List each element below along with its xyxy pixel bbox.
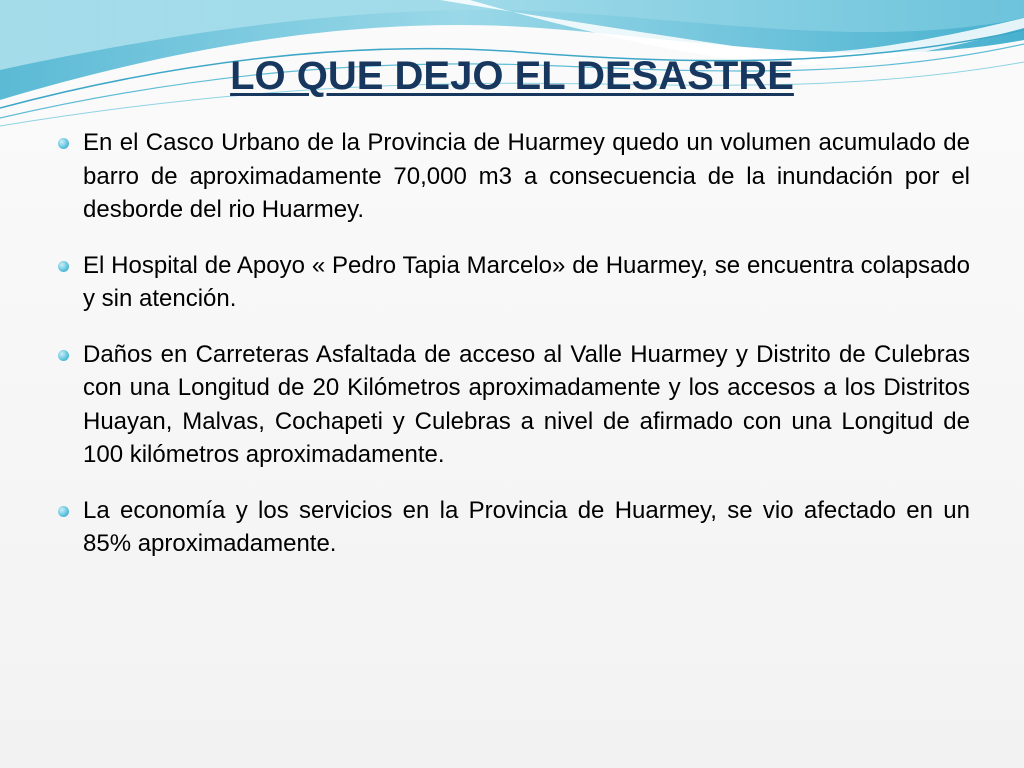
- bullet-text: En el Casco Urbano de la Provincia de Huarmey quedo un volumen acumulado de barro de aproximadamente 70,000 m3 a consecuencia de la inundación por el desborde del rio Huarmey.: [83, 129, 970, 223]
- bullet-dot-icon: [58, 350, 69, 361]
- slide-title: LO QUE DEJO EL DESASTRE: [230, 54, 794, 98]
- bullet-text: Daños en Carreteras Asfaltada de acceso al Valle Huarmey y Distrito de Culebras con una Longitud de 20 Kilómetros aproximadamente y los accesos a los Distritos Huayan, Malvas, Cochapeti y Culebras a nivel de afirmado con una Longitud de 100 kilómetros aproximadamente.: [83, 340, 970, 468]
- bullet-item: [58, 126, 970, 227]
- bullet-item: [58, 249, 970, 316]
- bullet-item: [58, 338, 970, 472]
- bullet-dot-icon: [58, 506, 69, 517]
- bullet-text: El Hospital de Apoyo « Pedro Tapia Marcelo» de Huarmey, se encuentra colapsado y sin atención.: [83, 251, 970, 312]
- bullet-item: [58, 494, 970, 561]
- bullet-text: La economía y los servicios en la Provincia de Huarmey, se vio afectado en un 85% aproximadamente.: [83, 496, 970, 557]
- bullet-dot-icon: [58, 138, 69, 149]
- bullet-list: [58, 126, 970, 583]
- bullet-dot-icon: [58, 261, 69, 272]
